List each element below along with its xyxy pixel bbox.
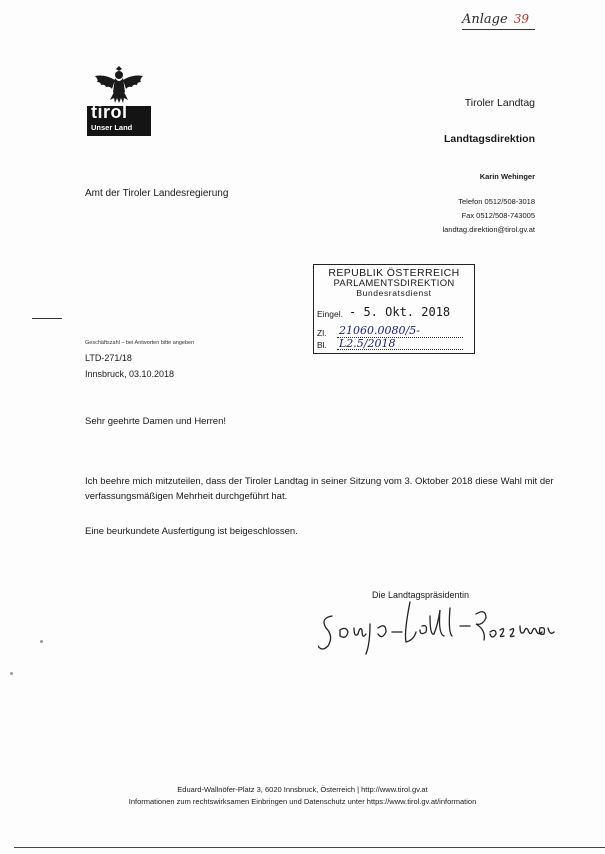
stamp-received-row bbox=[317, 305, 471, 321]
tirol-logo bbox=[87, 62, 151, 134]
stamp-received-date: - 5. Okt. 2018 bbox=[349, 305, 451, 319]
annotation-underline bbox=[462, 29, 535, 30]
stamp-ref-value: 21060.0080/5-L2.5/2018 bbox=[339, 324, 420, 350]
stamp-attachments-label: Bl. bbox=[317, 340, 327, 350]
stamp-attachments-row bbox=[317, 339, 471, 351]
body-paragraph-2: Eine beurkundete Ausfertigung ist beigeschlossen. bbox=[85, 526, 298, 537]
stamp-attachments-dotted-line bbox=[337, 349, 463, 350]
contact-name: Karin Wehinger bbox=[479, 172, 535, 181]
scan-speck bbox=[10, 672, 13, 675]
logo-tagline: Unser Land bbox=[91, 123, 133, 132]
contact-phone: Telefon 0512/508-3018 bbox=[458, 197, 535, 206]
contact-email: landtag.direktion@tirol.gv.at bbox=[442, 225, 535, 234]
footer-information: Informationen zum rechtswirksamen Einbringen und Datenschutz unter https://www.tirol.gv.at/information bbox=[128, 797, 477, 806]
salutation: Sehr geehrte Damen und Herren! bbox=[85, 416, 226, 427]
sender-organization: Tiroler Landtag bbox=[464, 97, 535, 109]
stamp-line-2: PARLAMENTSDIREKTION bbox=[333, 278, 455, 289]
body-paragraph-1: Ich beehre mich mitzuteilen, dass der Tiroler Landtag in seiner Sitzung vom 3. Oktober 2018 diese Wahl mit der verfassungsmäßigen Mehrheit durchgeführt hat. bbox=[85, 476, 554, 502]
handwritten-annotation bbox=[462, 12, 529, 27]
stamp-ref-dotted-line bbox=[337, 337, 463, 338]
footer-address: Eduard-Wallnöfer-Platz 3, 6020 Innsbruck, Österreich | http://www.tirol.gv.at bbox=[177, 785, 428, 794]
stamp-line-1: REPUBLIK ÖSTERREICH bbox=[328, 267, 460, 279]
contact-fax: Fax 0512/508-743005 bbox=[461, 211, 535, 220]
reference-note: Geschäftszahl – bei Antworten bitte angeben bbox=[85, 340, 195, 346]
place-date: Innsbruck, 03.10.2018 bbox=[85, 369, 175, 379]
stamp-line-3: Bundesratsdienst bbox=[356, 288, 432, 298]
receipt-stamp bbox=[313, 264, 475, 354]
annotation-number: 39 bbox=[513, 12, 529, 26]
handwritten-signature bbox=[318, 596, 558, 666]
fold-mark bbox=[32, 318, 62, 319]
scan-speck bbox=[40, 640, 43, 643]
closing-title: Die Landtagspräsidentin bbox=[372, 590, 470, 600]
logo-wordmark-box bbox=[87, 102, 151, 136]
sender-department: Landtagsdirektion bbox=[443, 133, 535, 145]
reference-number: LTD-271/18 bbox=[85, 353, 132, 363]
stamp-received-label: Eingel. bbox=[317, 309, 343, 319]
stamp-ref-label: Zl. bbox=[317, 328, 327, 338]
recipient: Amt der Tiroler Landesregierung bbox=[85, 188, 229, 199]
logo-wordmark: tirol bbox=[91, 102, 128, 122]
annotation-label: Anlage bbox=[462, 12, 508, 27]
bottom-rule bbox=[14, 847, 605, 848]
